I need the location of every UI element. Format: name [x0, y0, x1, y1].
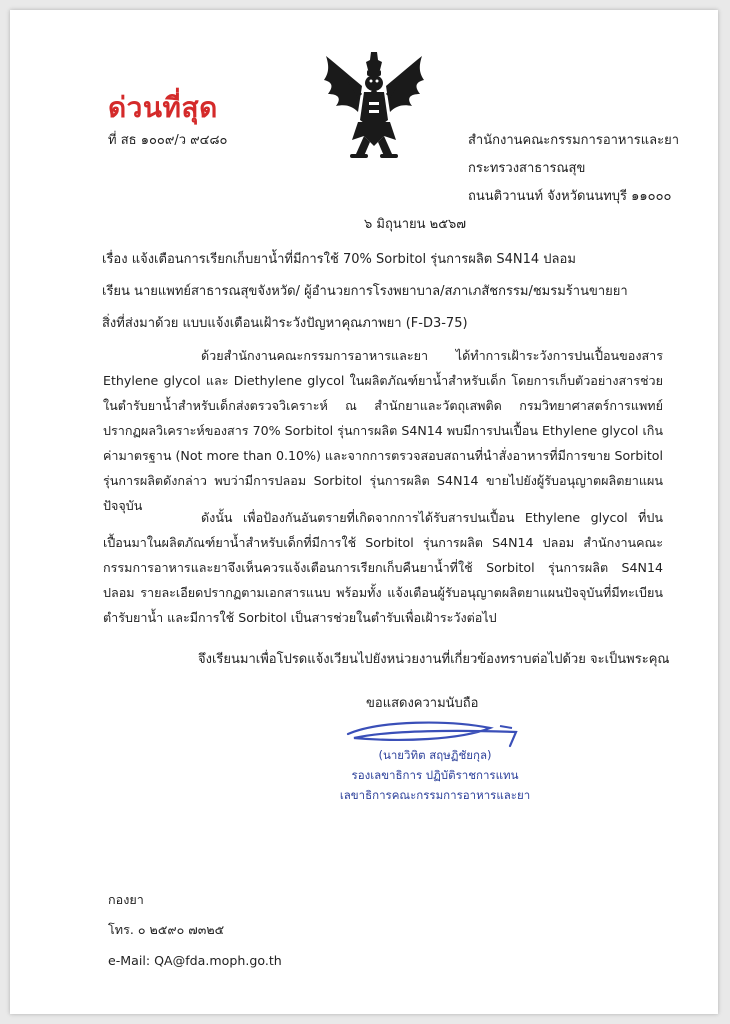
signatory-title-1: รองเลขาธิการ ปฏิบัติราชการแทน [351, 768, 519, 782]
garuda-emblem-icon [322, 50, 426, 160]
document-page [10, 10, 718, 1014]
agency-line: กระทรวงสาธารณสุข [468, 161, 586, 176]
body-paragraph-1: ด้วยสำนักงานคณะกรรมการอาหารและยา ได้ทำการเฝ้าระวังการปนเปื้อนของสาร Ethylene glycol และ Diethylene glycol ในผลิตภัณฑ์ยาน้ำสำหรับเด็ก โดยการเก็บตัวอย่างสารช่วยในตำรับยาน้ำสำหรับเด็กส่งตรวจวิเคราะห์ ณ สำนักยาและวัตถุเสพติด กรมวิทยาศาสตร์การแพทย์ ปรากฏผลวิเคราะห์ของสาร 70% Sorbitol รุ่นการผลิต S4N14 พบมีการปนเปื้อน Ethylene glycol เกินค่ามาตรฐาน (Not more than 0.10%) และจากการตรวจสอบสถานที่นำสั่งอาหารที่มีการขาย Sorbitol รุ่นการผลิตดังกล่าว พบว่ามีการปลอม Sorbitol รุ่นการผลิต S4N14 ขายไปยังผู้รับอนุญาตผลิตยาแผนปัจจุบัน [103, 348, 663, 513]
reference-number: ที่ สธ ๑๐๐๙/ว ๙๔๘๐ [108, 133, 228, 148]
closing-request: จึงเรียนมาเพื่อโปรดแจ้งเวียนไปยังหน่วยงานที่เกี่ยวข้องทราบต่อไปด้วย จะเป็นพระคุณ [198, 652, 670, 667]
footer-email: e-Mail: QA@fda.moph.go.th [108, 953, 282, 968]
footer-phone: โทร. ๐ ๒๕๙๐ ๗๓๒๕ [108, 922, 225, 937]
document-date: ๖ มิถุนายน ๒๕๖๗ [364, 217, 467, 232]
recipient-line: เรียน นายแพทย์สาธารณสุขจังหวัด/ ผู้อำนวยการโรงพยาบาล/สภาเภสัชกรรม/ชมรมร้านขายยา [102, 284, 628, 299]
sign-off: ขอแสดงความนับถือ [366, 696, 479, 711]
attachment-line: สิ่งที่ส่งมาด้วย แบบแจ้งเตือนเฝ้าระวังปัญหาคุณภาพยา (F-D3-75) [102, 316, 468, 331]
signatory-name: (นายวิทิต สฤษฏิชัยกุล) [378, 748, 492, 762]
signatory-title-2: เลขาธิการคณะกรรมการอาหารและยา [339, 788, 531, 802]
body-paragraph-2: ดังนั้น เพื่อป้องกันอันตรายที่เกิดจากการได้รับสารปนเปื้อน Ethylene glycol ที่ปนเปื้อนมาในผลิตภัณฑ์ยาน้ำสำหรับเด็กที่มีการใช้ Sorbitol รุ่นการผลิต S4N14 ปลอม สำนักงานคณะกรรมการอาหารและยาจึงเห็นควรแจ้งเตือนการเรียกเก็บคืนยาน้ำที่ใช้ Sorbitol รุ่นการผลิต S4N14 ปลอม รายละเอียดปรากฏตามเอกสารแนบ พร้อมทั้ง แจ้งเตือนผู้รับอนุญาตผลิตยาแผนปัจจุบันที่มีทะเบียนตำรับยาน้ำ และมีการใช้ Sorbitol เป็นสารช่วยในตำรับเพื่อเฝ้าระวังต่อไป [103, 510, 663, 625]
urgency-label: ด่วนที่สุด [108, 91, 218, 124]
agency-line: ถนนติวานนท์ จังหวัดนนทบุรี ๑๑๐๐๐ [468, 189, 672, 204]
footer-division: กองยา [108, 892, 144, 907]
agency-line: สำนักงานคณะกรรมการอาหารและยา [468, 133, 680, 148]
subject-line: เรื่อง แจ้งเตือนการเรียกเก็บยาน้ำที่มีการใช้ 70% Sorbitol รุ่นการผลิต S4N14 ปลอม [102, 252, 576, 267]
agency-address [468, 127, 679, 211]
